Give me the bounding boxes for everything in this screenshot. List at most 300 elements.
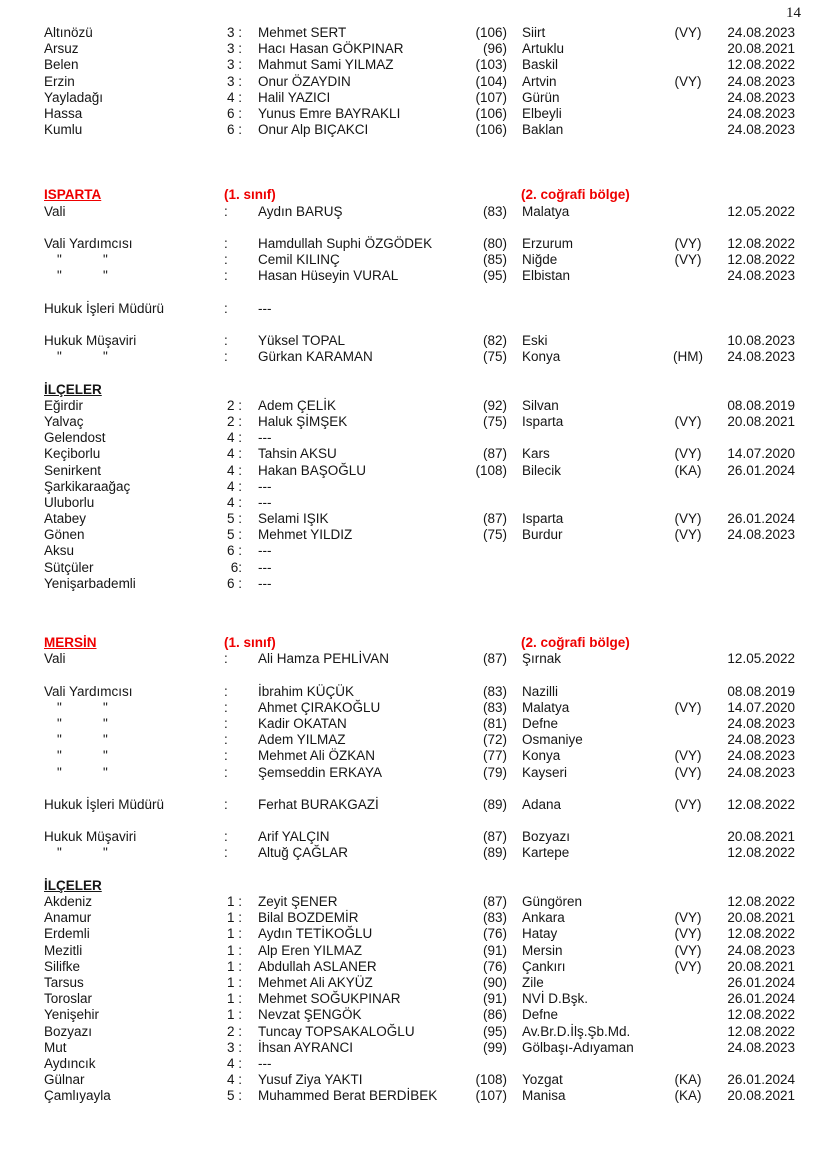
district-name: Yayladağı [44,89,104,105]
person-name: Mehmet YILDIZ [258,527,353,543]
origin-place: Bozyazı [522,829,571,845]
districts-subheader: İLÇELER [44,381,102,397]
table-row [0,1056,827,1072]
province-class-label: (1. sınıf) [224,635,276,650]
decree-number: (106) [475,25,507,40]
table-row [0,204,827,220]
class-number: 1 : [226,894,242,909]
origin-place: Artuklu [522,41,565,57]
district-name: Bozyazı [44,1023,93,1039]
table-row [0,446,827,462]
class-number: 6 : [226,105,242,121]
appointment-date: 08.08.2019 [727,683,795,699]
person-name: Şemseddin ERKAYA [258,764,383,780]
colon: : [224,203,228,219]
ditto-mark: " [103,732,108,748]
origin-place: Niğde [522,252,558,268]
origin-place: Bilecik [522,462,562,478]
class-number: 4 : [226,446,242,462]
role-label: Vali Yardımcısı [44,683,133,699]
person-name: Mehmet SERT [258,25,347,40]
origin-place: Konya [522,349,561,365]
appointment-date: 20.08.2021 [727,41,795,57]
decree-number: (76) [482,958,507,974]
origin-place: Hatay [522,926,558,942]
origin-place: Artvin [522,73,557,89]
status-flag: (VY) [674,958,702,974]
table-row [0,684,827,700]
province-header [0,187,827,203]
appointment-date: 08.08.2019 [727,397,795,413]
decree-number: (106) [475,122,507,138]
status-flag: (VY) [674,511,702,527]
district-name: Belen [44,57,79,73]
class-number: 5 : [226,527,242,543]
table-row [0,252,827,268]
ditto-mark: " [103,748,108,764]
appointment-date: 24.08.2023 [727,715,795,731]
appointment-date: 24.08.2023 [727,89,795,105]
table-row [0,797,827,813]
appointment-date: 12.08.2022 [727,796,795,812]
origin-place: Çankırı [522,958,566,974]
class-number: 3 : [226,25,242,40]
ditto-mark: " [57,268,62,284]
colon: : [224,732,228,748]
district-name: Şarkikaraağaç [44,478,131,494]
colon: : [224,829,228,845]
class-number: 4 : [226,1072,242,1088]
colon: : [224,699,228,715]
class-number: 1 : [226,942,242,958]
district-name: Aydıncık [44,1055,96,1071]
origin-place: NVİ D.Bşk. [522,991,589,1007]
person-name: Yunus Emre BAYRAKLI [258,105,401,121]
blank-line [0,862,827,878]
ditto-mark: " [57,732,62,748]
colon: : [224,683,228,699]
district-name: Mut [44,1039,67,1055]
districts-subheader-row [0,878,827,894]
class-number: 5 : [226,511,242,527]
page-number: 14 [786,5,801,21]
appointment-date: 12.08.2022 [727,845,795,861]
table-row [0,74,827,90]
decree-number: (107) [475,89,507,105]
origin-place: Burdur [522,527,563,543]
ditto-mark: " [57,252,62,268]
role-label: Vali Yardımcısı [44,235,133,251]
decree-number: (75) [482,349,507,365]
table-row [0,716,827,732]
person-name: --- [258,559,272,575]
table-row [0,1007,827,1023]
table-row [0,349,827,365]
origin-place: Güngören [522,894,583,909]
appointment-date: 12.08.2022 [727,57,795,73]
person-name: Tuncay TOPSAKALOĞLU [258,1023,415,1039]
table-row [0,651,827,667]
origin-place: Eski [522,333,548,348]
decree-number: (87) [482,894,507,909]
origin-place: Zile [522,974,544,990]
decree-number: (79) [482,764,507,780]
colon: : [224,715,228,731]
district-name: Eğirdir [44,397,84,413]
person-name: Hasan Hüseyin VURAL [258,268,399,284]
district-name: Hassa [44,105,83,121]
person-name: Gürkan KARAMAN [258,349,373,365]
decree-number: (81) [482,715,507,731]
person-name: Tahsin AKSU [258,446,337,462]
district-name: Uluborlu [44,494,95,510]
person-name: Altuğ ÇAĞLAR [258,845,349,861]
decree-number: (75) [482,527,507,543]
table-row [0,90,827,106]
status-flag: (HM) [673,349,703,365]
appointment-date: 24.08.2023 [727,25,795,40]
decree-number: (87) [482,829,507,845]
decree-number: (86) [482,1007,507,1023]
appointment-date: 26.01.2024 [727,1072,795,1088]
class-number: 1 : [226,958,242,974]
district-name: Gelendost [44,430,106,446]
decree-number: (85) [482,252,507,268]
appointment-date: 24.08.2023 [727,764,795,780]
ditto-mark: " [103,268,108,284]
province-header [0,635,827,651]
role-label: Hukuk İşleri Müdürü [44,300,165,316]
district-name: Gönen [44,527,85,543]
table-row [0,991,827,1007]
appointment-date: 24.08.2023 [727,942,795,958]
person-name: Hakan BAŞOĞLU [258,462,367,478]
appointment-date: 12.08.2022 [727,1023,795,1039]
table-row [0,268,827,284]
appointment-date: 12.08.2022 [727,235,795,251]
appointment-date: 12.08.2022 [727,926,795,942]
person-name: Mehmet Ali AKYÜZ [258,974,373,990]
person-name: --- [258,430,272,446]
appointment-date: 26.01.2024 [727,462,795,478]
person-name: Nevzat ŞENGÖK [258,1007,362,1023]
person-name: Ahmet ÇIRAKOĞLU [258,699,381,715]
colon: : [224,748,228,764]
person-name: --- [258,1055,272,1071]
decree-number: (91) [482,942,507,958]
decree-number: (104) [475,73,507,89]
class-number: 6 : [226,122,242,138]
class-number: 4 : [226,430,242,446]
district-name: Senirkent [44,462,102,478]
class-number: 4 : [226,1055,242,1071]
appointment-date: 20.08.2021 [727,910,795,926]
district-name: Çamlıyayla [44,1088,111,1104]
district-name: Yalvaç [44,413,84,429]
province-region-label: (2. coğrafi bölge) [521,187,630,203]
status-flag: (VY) [674,748,702,764]
person-name: --- [258,543,272,559]
appointment-date: 12.08.2022 [727,894,795,909]
decree-number: (87) [482,651,507,667]
person-name: İhsan AYRANCI [258,1039,354,1055]
origin-place: Osmaniye [522,732,583,748]
class-number: 1 : [226,1007,242,1023]
table-row [0,1072,827,1088]
person-name: Muhammed Berat BERDİBEK [258,1088,438,1104]
decree-number: (95) [482,1023,507,1039]
table-row [0,57,827,73]
person-name: --- [258,575,272,591]
status-flag: (VY) [674,926,702,942]
class-number: 6 : [226,543,242,559]
ditto-mark: " [57,764,62,780]
origin-place: Elbeyli [522,105,562,121]
person-name: Onur Alp BIÇAKCI [258,122,369,138]
person-name: Ali Hamza PEHLİVAN [258,651,390,667]
class-number: 6 : [226,575,242,591]
district-name: Yenişarbademli [44,575,136,591]
decree-number: (89) [482,796,507,812]
person-name: Zeyit ŞENER [258,894,338,909]
origin-place: Isparta [522,413,564,429]
origin-place: Baklan [522,122,564,138]
origin-place: Ankara [522,910,565,926]
origin-place: Yozgat [522,1072,563,1088]
ditto-mark: " [103,252,108,268]
colon: : [224,300,228,316]
class-number: 1 : [226,926,242,942]
decree-number: (83) [482,699,507,715]
decree-number: (92) [482,397,507,413]
appointment-date: 24.08.2023 [727,1039,795,1055]
person-name: Abdullah ASLANER [258,958,377,974]
table-row [0,894,827,910]
blank-line [0,317,827,333]
person-name: Adem YILMAZ [258,732,346,748]
appointment-date: 14.07.2020 [727,699,795,715]
class-number: 1 : [226,991,242,1007]
status-flag: (VY) [674,446,702,462]
table-row [0,829,827,845]
table-row [0,106,827,122]
appointment-date: 24.08.2023 [727,732,795,748]
role-label: Vali [44,203,66,219]
person-name: Yüksel TOPAL [258,333,346,348]
district-name: Toroslar [44,991,93,1007]
district-name: Aksu [44,543,75,559]
table-row [0,301,827,317]
district-name: Anamur [44,910,92,926]
class-number: 1 : [226,910,242,926]
table-row [0,398,827,414]
table-row [0,1040,827,1056]
origin-place: Gürün [522,89,560,105]
class-number: 5 : [226,1088,242,1104]
district-name: Mezitli [44,942,83,958]
ditto-mark: " [57,699,62,715]
decree-number: (108) [475,462,507,478]
status-flag: (KA) [674,462,702,478]
status-flag: (KA) [674,1072,702,1088]
personnel-list [0,25,827,1104]
origin-place: Gölbaşı-Adıyaman [522,1039,634,1055]
decree-number: (90) [482,974,507,990]
ditto-mark: " [103,764,108,780]
person-name: Mahmut Sami YILMAZ [258,57,394,73]
table-row [0,333,827,349]
section-gap [0,592,827,635]
person-name: Hamdullah Suphi ÖZGÖDEK [258,235,433,251]
table-row [0,122,827,138]
blank-line [0,284,827,300]
decree-number: (106) [475,105,507,121]
person-name: Yusuf Ziya YAKTI [258,1072,363,1088]
province-section-isparta [0,187,827,592]
appointment-date: 20.08.2021 [727,829,795,845]
status-flag: (VY) [674,413,702,429]
origin-place: Defne [522,715,559,731]
province-region-label: (2. coğrafi bölge) [521,635,630,650]
district-name: Arsuz [44,41,79,57]
table-row [0,576,827,592]
table-row [0,845,827,861]
origin-place: Kayseri [522,764,568,780]
class-number: 3 : [226,73,242,89]
person-name: Halil YAZICI [258,89,331,105]
person-name: İbrahim KÜÇÜK [258,683,355,699]
person-name: --- [258,494,272,510]
person-name: --- [258,478,272,494]
origin-place: Silvan [522,397,559,413]
origin-place: Kars [522,446,550,462]
district-name: Kumlu [44,122,83,138]
district-name: Tarsus [44,974,84,990]
table-row [0,732,827,748]
decree-number: (82) [482,333,507,348]
appointment-date: 12.05.2022 [727,203,795,219]
district-name: Yenişehir [44,1007,100,1023]
decree-number: (89) [482,845,507,861]
decree-number: (75) [482,413,507,429]
table-row [0,543,827,559]
decree-number: (80) [482,235,507,251]
class-number: 4 : [226,494,242,510]
district-name: Erdemli [44,926,90,942]
person-name: Haluk ŞİMŞEK [258,413,348,429]
table-row [0,511,827,527]
districts-subheader: İLÇELER [44,877,102,893]
status-flag: (KA) [674,1088,702,1104]
decree-number: (99) [482,1039,507,1055]
role-label: Vali [44,651,66,667]
origin-place: Şırnak [522,651,562,667]
table-row [0,748,827,764]
origin-place: Siirt [522,25,546,40]
status-flag: (VY) [674,73,702,89]
district-name: Gülnar [44,1072,85,1088]
colon: : [224,252,228,268]
decree-number: (77) [482,748,507,764]
table-row [0,495,827,511]
colon: : [224,764,228,780]
person-name: Hacı Hasan GÖKPINAR [258,41,404,57]
table-row [0,25,827,41]
district-name: Altınözü [44,25,93,40]
class-number: 4 : [226,89,242,105]
province-class-label: (1. sınıf) [224,187,276,203]
blank-line [0,813,827,829]
role-label: Hukuk Müşaviri [44,333,137,348]
colon: : [224,268,228,284]
decree-number: (95) [482,268,507,284]
appointment-date: 24.08.2023 [727,349,795,365]
origin-place: Erzurum [522,235,574,251]
appointment-date: 14.07.2020 [727,446,795,462]
person-name: Cemil KILINÇ [258,252,340,268]
district-name: Sütçüler [44,559,94,575]
person-name: Kadir OKATAN [258,715,347,731]
appointment-date: 26.01.2024 [727,991,795,1007]
table-row [0,41,827,57]
appointment-date: 26.01.2024 [727,974,795,990]
status-flag: (VY) [674,527,702,543]
decree-number: (91) [482,991,507,1007]
person-name: Mehmet SOĞUKPINAR [258,991,401,1007]
origin-place: Baskil [522,57,559,73]
origin-place: Nazilli [522,683,559,699]
blank-line [0,781,827,797]
origin-place: Kartepe [522,845,570,861]
colon: : [224,796,228,812]
class-number: 3 : [226,57,242,73]
person-name: Arif YALÇIN [258,829,330,845]
appointment-date: 24.08.2023 [727,268,795,284]
person-name: Selami IŞIK [258,511,329,527]
status-flag: (VY) [674,796,702,812]
ditto-mark: " [57,748,62,764]
decree-number: (108) [475,1072,507,1088]
district-name: Keçiborlu [44,446,101,462]
appointment-date: 24.08.2023 [727,73,795,89]
appointment-date: 12.05.2022 [727,651,795,667]
ditto-mark: " [103,699,108,715]
appointment-date: 20.08.2021 [727,413,795,429]
person-name: Onur ÖZAYDIN [258,73,351,89]
district-name: Silifke [44,958,81,974]
status-flag: (VY) [674,942,702,958]
table-row [0,430,827,446]
appointment-date: 24.08.2023 [727,105,795,121]
decree-number: (83) [482,910,507,926]
province-section-mersin [0,635,827,1104]
decree-number: (76) [482,926,507,942]
origin-place: Malatya [522,203,570,219]
decree-number: (107) [475,1088,507,1104]
appointment-date: 12.08.2022 [727,1007,795,1023]
origin-place: Mersin [522,942,563,958]
table-row [0,700,827,716]
district-name: Erzin [44,73,75,89]
origin-place: Isparta [522,511,564,527]
class-number: 3 : [226,41,242,57]
person-name: Adem ÇELİK [258,397,337,413]
person-name: Mehmet Ali ÖZKAN [258,748,376,764]
district-name: Akdeniz [44,894,93,909]
appointment-date: 10.08.2023 [727,333,795,348]
status-flag: (VY) [674,764,702,780]
appointment-date: 20.08.2021 [727,1088,795,1104]
